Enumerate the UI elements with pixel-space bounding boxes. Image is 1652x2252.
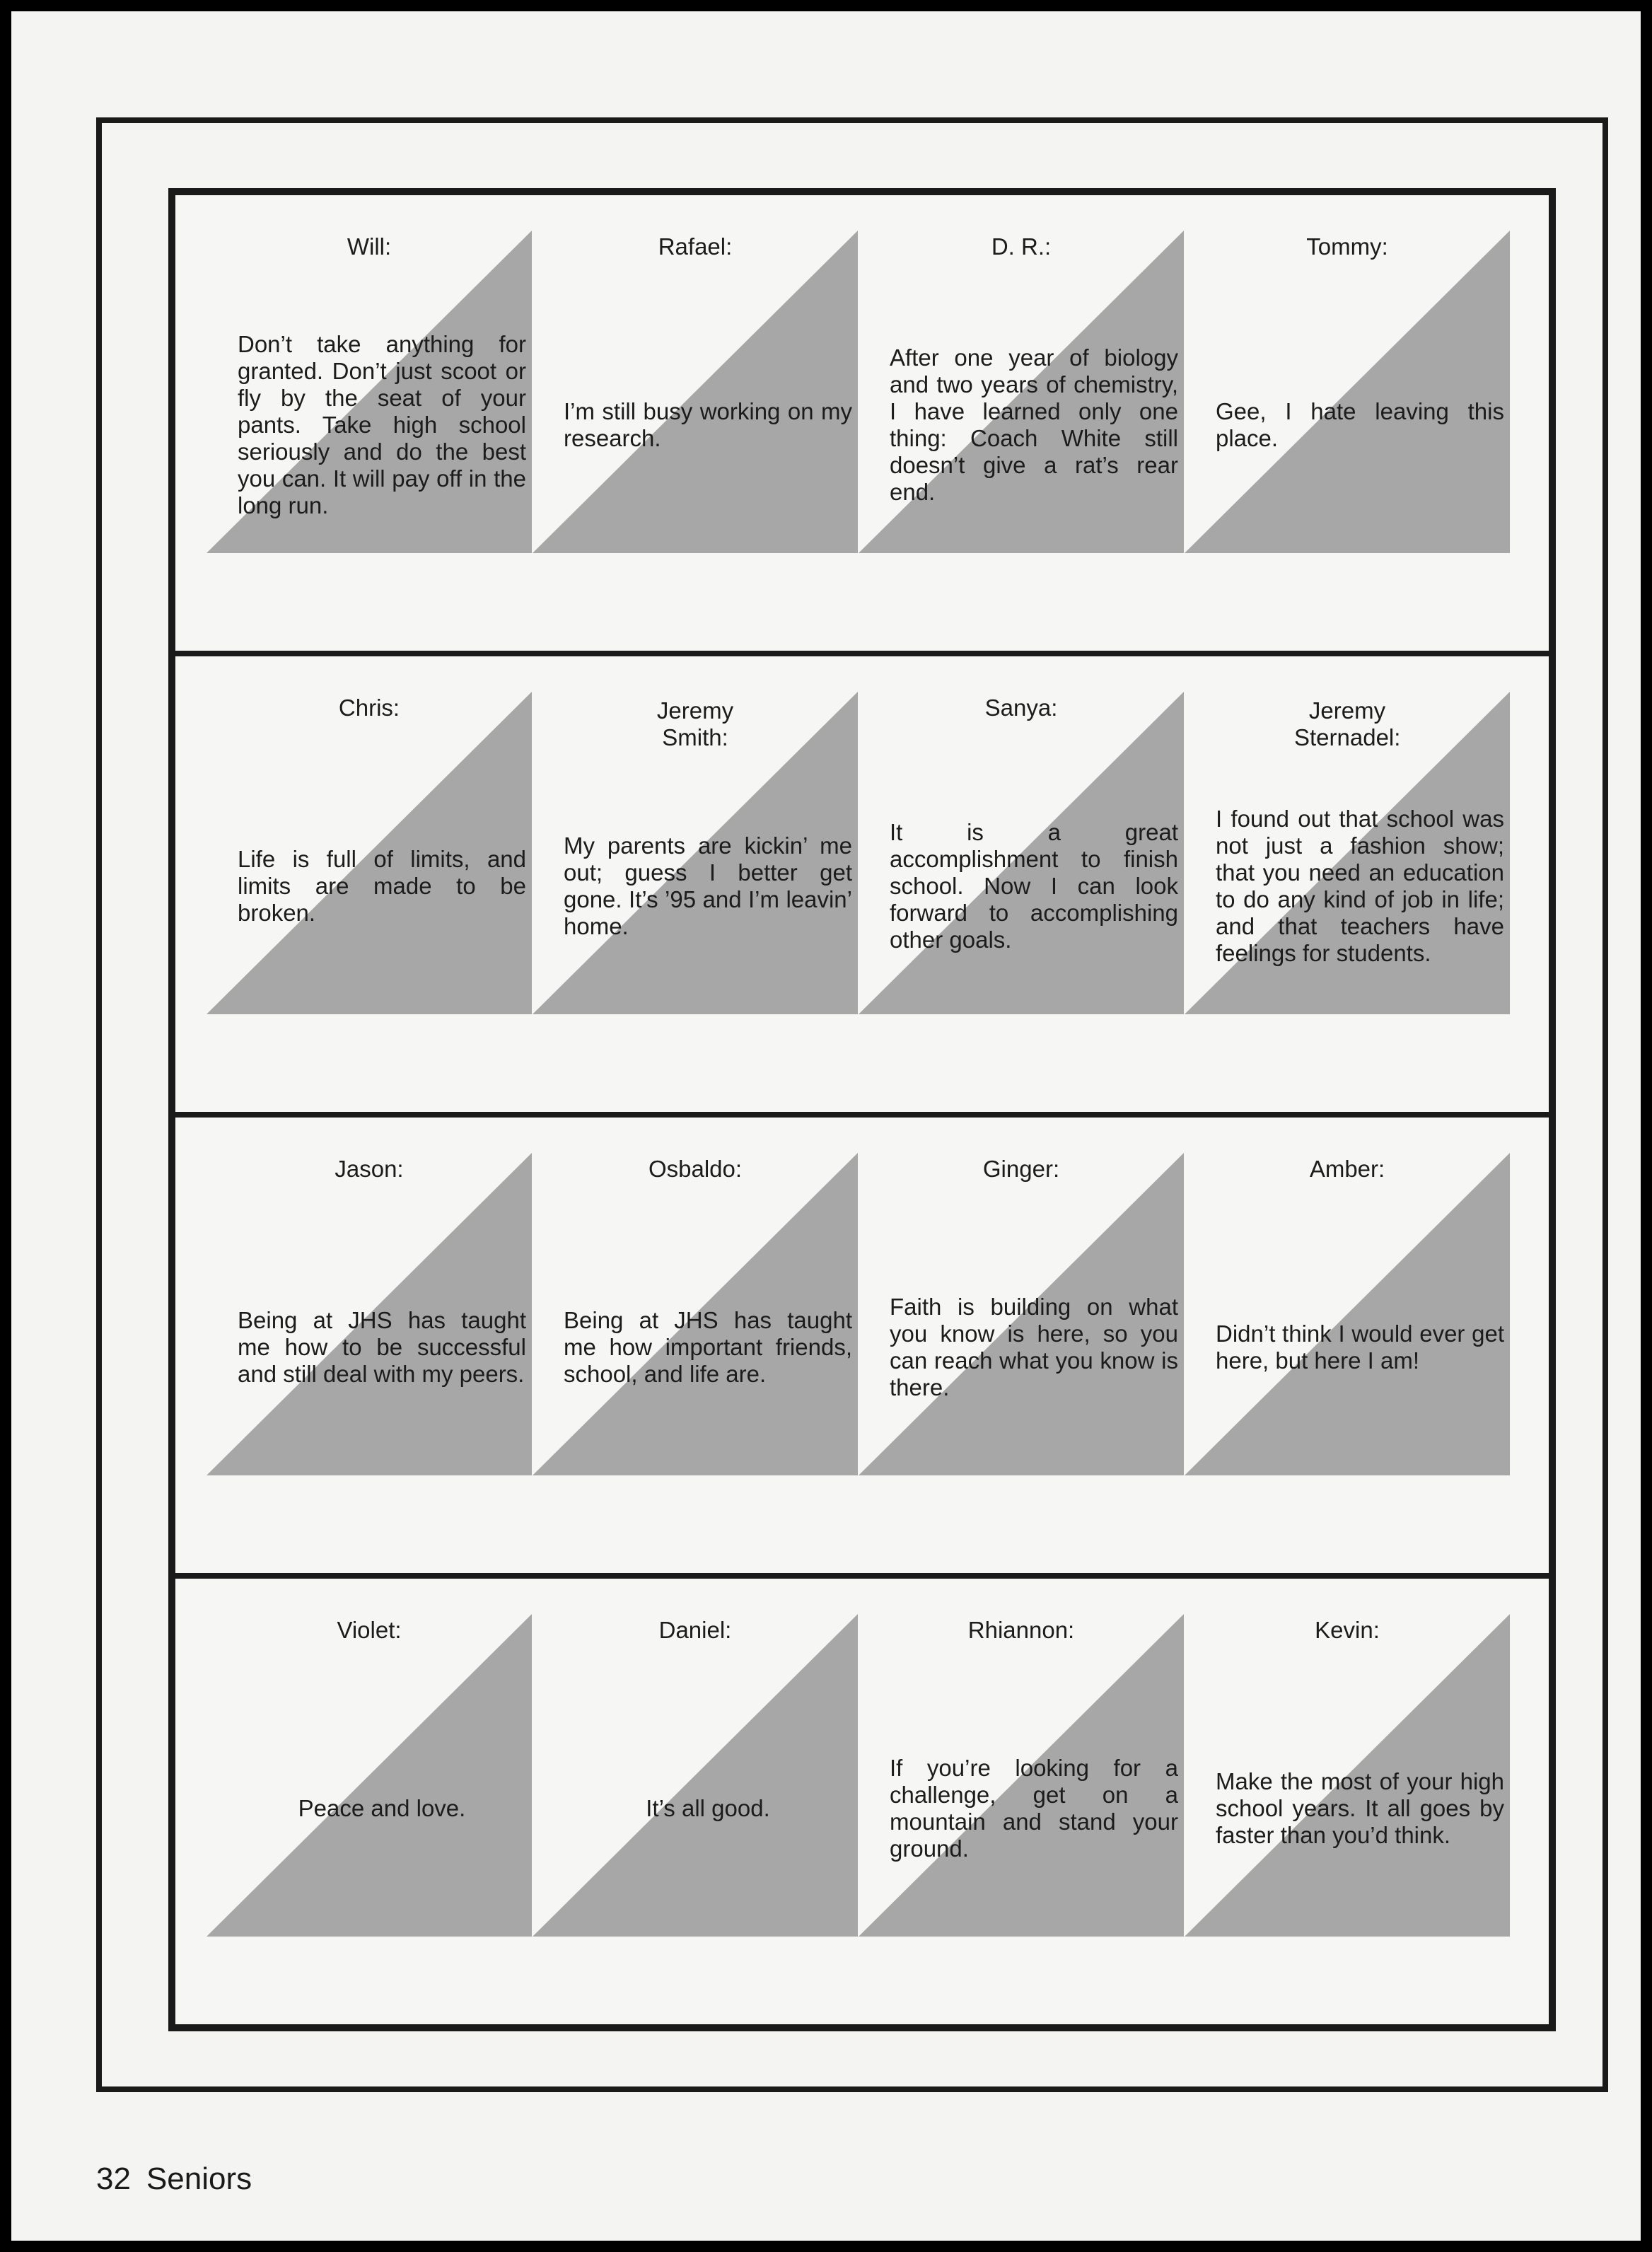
student-quote: My parents are kickin’ me out; guess I better get gone. It’s ’95 and I’m leavin’ home. [564, 832, 852, 939]
quote-card [859, 656, 1184, 1116]
student-quote: Being at JHS has taught me how important friends, school, and life are. [564, 1307, 852, 1387]
quote-card [859, 1579, 1184, 2038]
student-name: Daniel: [658, 1617, 732, 1643]
student-quote: Being at JHS has taught me how to be successful and still deal with my peers. [238, 1307, 526, 1387]
student-quote: Don’t take anything for granted. Don’t just scoot or fly by the seat of your pants. Take high school seriously and do the best you can. It will pay off in the long run. [238, 331, 526, 518]
quote-card [1185, 1579, 1510, 2038]
student-name: Sanya: [984, 695, 1058, 721]
student-quote: Gee, I hate leaving this place. [1216, 398, 1504, 451]
student-name: Osbaldo: [648, 1156, 743, 1182]
student-name: D. R.: [991, 233, 1052, 260]
quote-row [175, 1112, 1549, 1572]
student-name: Jeremy Sternadel: [1294, 697, 1401, 750]
student-quote: After one year of biology and two years of chemistry, I have learned only one thing: Coach White still doesn’t give a rat’s rear end. [890, 344, 1178, 505]
page-footer [96, 2161, 252, 2197]
section-title: Seniors [146, 2161, 252, 2196]
quote-card [859, 1118, 1184, 1577]
quote-row [175, 651, 1549, 1110]
student-quote: Faith is building on what you know is here, so you can reach what you know is there. [890, 1294, 1178, 1400]
student-name: Violet: [337, 1617, 402, 1643]
student-name: Kevin: [1315, 1617, 1380, 1643]
quote-row [175, 195, 1549, 655]
quote-card [533, 1118, 858, 1577]
quote-card [1185, 1118, 1510, 1577]
student-quote: Peace and love. [298, 1795, 466, 1821]
student-name: Jeremy Smith: [656, 697, 734, 750]
student-quote: I found out that school was not just a fashion show; that you need an education to do any kind of job in life; and that teachers have feelings for students. [1216, 806, 1504, 966]
quote-card [1185, 195, 1510, 655]
student-quote: It is a great accomplishment to finish school. Now I can look forward to accomplishing other goals. [890, 819, 1178, 953]
student-name: Rafael: [658, 233, 733, 260]
quote-card [206, 656, 532, 1116]
student-name: Tommy: [1306, 233, 1388, 260]
student-name: Jason: [335, 1156, 404, 1182]
student-name: Ginger: [982, 1156, 1060, 1182]
student-quote: Life is full of limits, and limits are made to be broken. [238, 846, 526, 926]
quote-card [533, 1579, 858, 2038]
student-name: Chris: [338, 695, 400, 721]
student-name: Rhiannon: [967, 1617, 1075, 1643]
student-quote: Make the most of your high school years. It all goes by faster than you’d think. [1216, 1768, 1504, 1848]
quote-card [533, 195, 858, 655]
quote-card [206, 1579, 532, 2038]
yearbook-page [11, 11, 1641, 2241]
quote-row [175, 1573, 1549, 2033]
student-name: Amber: [1309, 1156, 1385, 1182]
student-quote: It’s all good. [646, 1795, 770, 1821]
page-number: 32 [96, 2161, 131, 2196]
quotes-grid [168, 188, 1556, 2031]
student-quote: If you’re looking for a challenge, get on a mountain and stand your ground. [890, 1755, 1178, 1862]
quote-card [859, 195, 1184, 655]
student-quote: I’m still busy working on my research. [564, 398, 852, 451]
quote-card [206, 195, 532, 655]
quote-card [1185, 656, 1510, 1116]
quote-card [206, 1118, 532, 1577]
student-quote: Didn’t think I would ever get here, but here I am! [1216, 1321, 1504, 1374]
student-name: Will: [347, 233, 392, 260]
quote-card [533, 656, 858, 1116]
